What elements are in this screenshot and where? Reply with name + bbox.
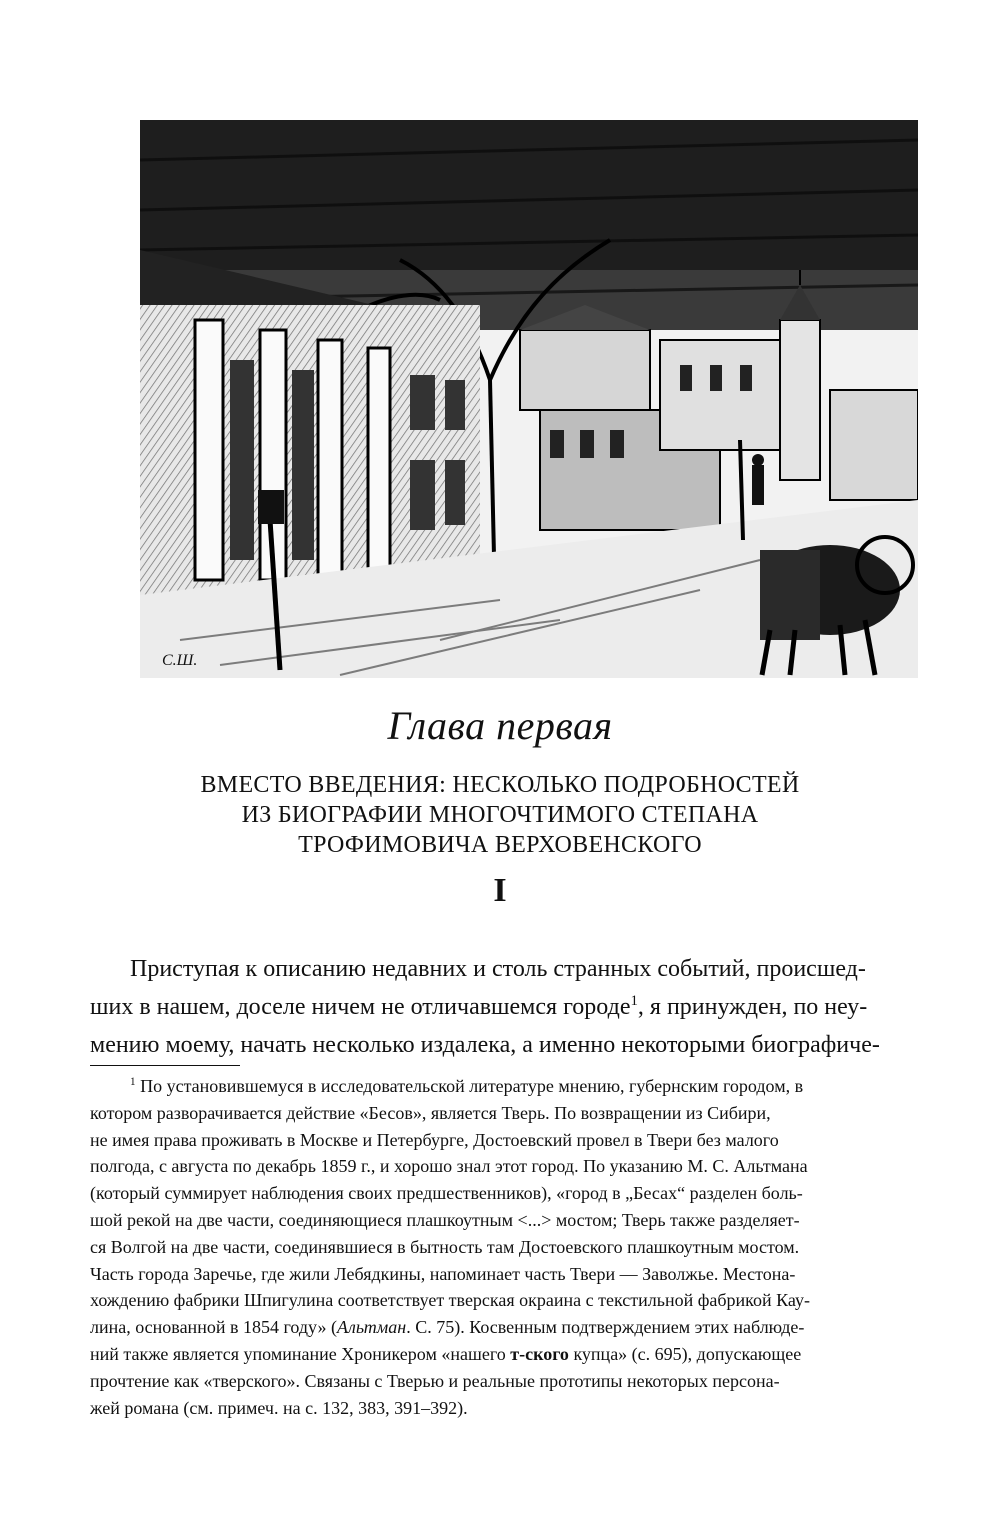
footnote-line-text: лина, основанной в 1854 году» (: [90, 1317, 337, 1338]
footnote-line: [90, 1341, 970, 1368]
chapter-subtitle-line: ВМЕСТО ВВЕДЕНИЯ: НЕСКОЛЬКО ПОДРОБНОСТЕЙ: [200, 772, 800, 798]
footnote-reference[interactable]: 1: [630, 993, 638, 1009]
body-line-text: , я принужден, по неу-: [637, 994, 868, 1020]
street-scene-drawing: [140, 120, 918, 678]
footnote-line-text: . С. 75). Косвенным подтверждением этих наблюде-: [406, 1317, 805, 1338]
body-line-text: ших в нашем, доселе ничем не отличавшемся городе: [90, 994, 631, 1020]
body-line: [90, 988, 970, 1026]
footnote-line: прочтение как «тверского». Связаны с Тверью и реальные прототипы некоторых персона-: [90, 1370, 780, 1391]
footnote-line: хождению фабрики Шпигулина соответствует тверская окраина с текстильной фабрикой Кау-: [90, 1290, 810, 1311]
footnote-line: жей романа (см. примеч. на с. 132, 383, 391–392).: [90, 1397, 468, 1418]
footnote-author-name: Альтман: [336, 1317, 407, 1338]
body-line: мению моему, начать несколько издалека, а именно некоторыми биографиче-: [90, 1032, 880, 1058]
footnote-line: [90, 1073, 970, 1100]
footnote-line: ся Волгой на две части, соединявшиеся в бытность там Достоевского плашкоутным мостом.: [90, 1236, 800, 1257]
chapter-illustration: [140, 120, 918, 678]
chapter-title: Глава первая: [387, 703, 613, 748]
footnote-line: [90, 1314, 970, 1341]
footnote-divider: [90, 1065, 240, 1066]
footnote: [90, 1073, 970, 1421]
footnote-bold-term: т-ского: [510, 1343, 569, 1364]
footnote-line: полгода, с августа по декабрь 1859 г., и хорошо знал этот город. По указанию М. С. Альтмана: [90, 1156, 808, 1177]
footnote-line-text: купца» (с. 695), допускающее: [568, 1343, 802, 1364]
footnote-line: Часть города Заречье, где жили Лебядкины, напоминает часть Твери — Заволжье. Местона-: [90, 1263, 796, 1284]
footnote-line: не имея права проживать в Москве и Петербурге, Достоевский провел в Твери без малого: [90, 1129, 779, 1150]
body-paragraph: [90, 950, 970, 1064]
footnote-line: шой рекой на две части, соединяющиеся плашкоутным <...> мостом; Тверь также разделяет-: [90, 1209, 800, 1230]
footnote-line: (который суммирует наблюдения своих предшественников), «город в „Бесах“ разделен боль-: [90, 1183, 803, 1204]
footnote-line-text: По установившемуся в исследовательской литературе мнению, губернским городом, в: [135, 1076, 804, 1096]
footnote-number: 1: [130, 1076, 136, 1088]
section-number: I: [493, 872, 507, 909]
footnote-line: котором разворачивается действие «Бесов», является Тверь. По возвращении из Сибири,: [90, 1102, 771, 1123]
artist-signature: С.Ш.: [162, 652, 198, 669]
body-line: Приступая к описанию недавних и столь странных событий, происшед-: [130, 956, 866, 982]
footnote-line-text: ний также является упоминание Хроникером «нашего: [90, 1343, 511, 1364]
chapter-subtitle: [160, 770, 840, 860]
chapter-subtitle-line: ИЗ БИОГРАФИИ МНОГОЧТИМОГО СТЕПАНА: [241, 802, 759, 828]
chapter-subtitle-line: ТРОФИМОВИЧА ВЕРХОВЕНСКОГО: [298, 832, 702, 858]
